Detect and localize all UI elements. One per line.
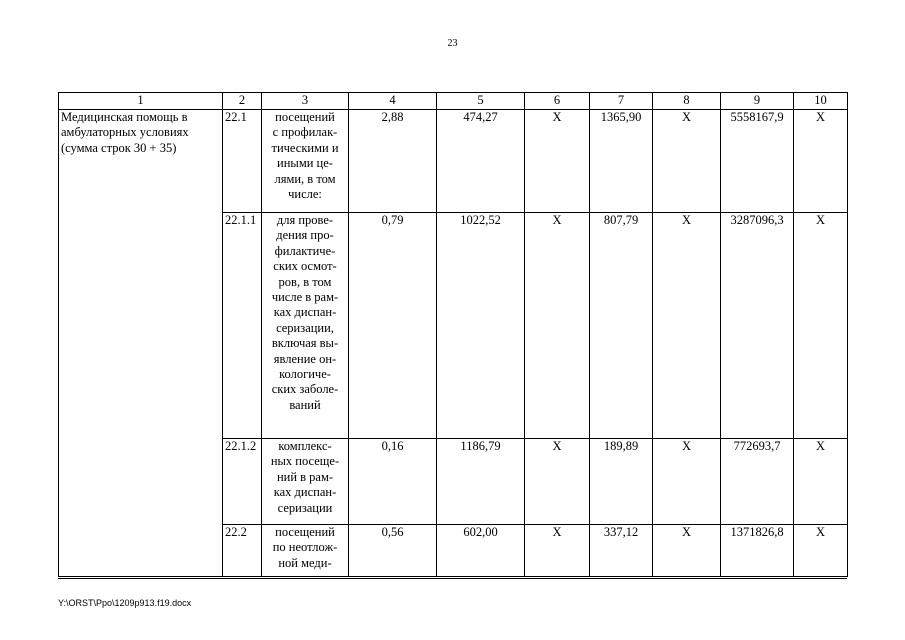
section-label-cell	[59, 110, 223, 577]
value-col7: 1365,90	[590, 110, 653, 213]
value-col9: 1371826,8	[721, 525, 794, 577]
unit-line: комплекс-	[278, 439, 332, 453]
page-bottom-rule	[58, 578, 847, 579]
unit-line: по неотлож-	[272, 540, 338, 555]
unit-line: ваний	[289, 397, 321, 412]
unit-line: ных посеще-	[270, 454, 340, 469]
column-number-9: 9	[721, 93, 794, 110]
unit-line: включая вы-	[271, 336, 339, 351]
unit-line: числе в рам-	[271, 290, 339, 305]
unit-line: посещений	[275, 110, 335, 124]
unit-line: кологиче-	[279, 367, 331, 382]
value-col5: 1022,52	[437, 213, 525, 439]
table-row	[59, 110, 848, 213]
unit-line: иными це-	[277, 156, 333, 171]
column-number-5: 5	[437, 93, 525, 110]
unit-line: ках диспан-	[273, 485, 337, 500]
table-header-row	[59, 93, 848, 110]
value-col6: Х	[525, 439, 590, 525]
unit-line: для прове-	[276, 213, 334, 227]
unit-line: с профилак-	[272, 125, 338, 140]
footer-file-path: Y:\ORST\Ppo\1209p913.f19.docx	[58, 598, 192, 608]
value-col9: 3287096,3	[721, 213, 794, 439]
unit-line: ских осмот-	[273, 259, 337, 274]
value-col10: Х	[794, 213, 848, 439]
column-number-2: 2	[223, 93, 262, 110]
unit-line: явление он-	[273, 351, 337, 366]
column-number-8: 8	[653, 93, 721, 110]
unit-line: серизации,	[276, 320, 334, 335]
value-col7: 807,79	[590, 213, 653, 439]
value-col9: 5558167,9	[721, 110, 794, 213]
unit-line: ских заболе-	[271, 382, 339, 397]
unit-cell	[262, 110, 349, 213]
unit-line: ров, в том	[278, 274, 332, 289]
value-col8: Х	[653, 525, 721, 577]
value-col7: 189,89	[590, 439, 653, 525]
value-col4: 0,79	[349, 213, 437, 439]
value-col8: Х	[653, 213, 721, 439]
tariff-table	[58, 92, 848, 577]
unit-line: ной меди-	[278, 555, 332, 570]
unit-line: серизации	[277, 500, 333, 515]
row-code: 22.1.1	[223, 213, 262, 439]
unit-line: дения про-	[276, 228, 334, 243]
row-code: 22.2	[223, 525, 262, 577]
value-col9: 772693,7	[721, 439, 794, 525]
value-col10: Х	[794, 439, 848, 525]
unit-line: числе:	[288, 187, 322, 202]
row-code: 22.1.2	[223, 439, 262, 525]
value-col10: Х	[794, 525, 848, 577]
row-code: 22.1	[223, 110, 262, 213]
value-col10: Х	[794, 110, 848, 213]
section-label-line: (сумма строк 30 + 35)	[61, 140, 177, 155]
unit-cell	[262, 439, 349, 525]
section-label-line: Медицинская помощь в	[61, 110, 188, 124]
unit-line: ний в рам-	[276, 469, 334, 484]
value-col8: Х	[653, 439, 721, 525]
value-col4: 2,88	[349, 110, 437, 213]
value-col8: Х	[653, 110, 721, 213]
page-number: 23	[447, 38, 458, 49]
column-number-3: 3	[262, 93, 349, 110]
unit-line: лями, в том	[274, 171, 336, 186]
column-number-7: 7	[590, 93, 653, 110]
column-number-10: 10	[794, 93, 848, 110]
unit-line: тическими и	[271, 140, 339, 155]
unit-line: посещений	[275, 525, 335, 539]
unit-line: филактиче-	[274, 243, 336, 258]
value-col5: 474,27	[437, 110, 525, 213]
value-col6: Х	[525, 213, 590, 439]
column-number-6: 6	[525, 93, 590, 110]
value-col4: 0,56	[349, 525, 437, 577]
unit-cell	[262, 213, 349, 439]
value-col6: Х	[525, 110, 590, 213]
value-col6: Х	[525, 525, 590, 577]
column-number-4: 4	[349, 93, 437, 110]
value-col7: 337,12	[590, 525, 653, 577]
value-col4: 0,16	[349, 439, 437, 525]
value-col5: 1186,79	[437, 439, 525, 525]
column-number-1: 1	[59, 93, 223, 110]
unit-line: ках диспан-	[273, 305, 337, 320]
value-col5: 602,00	[437, 525, 525, 577]
section-label-line: амбулаторных условиях	[61, 125, 189, 140]
unit-cell	[262, 525, 349, 577]
